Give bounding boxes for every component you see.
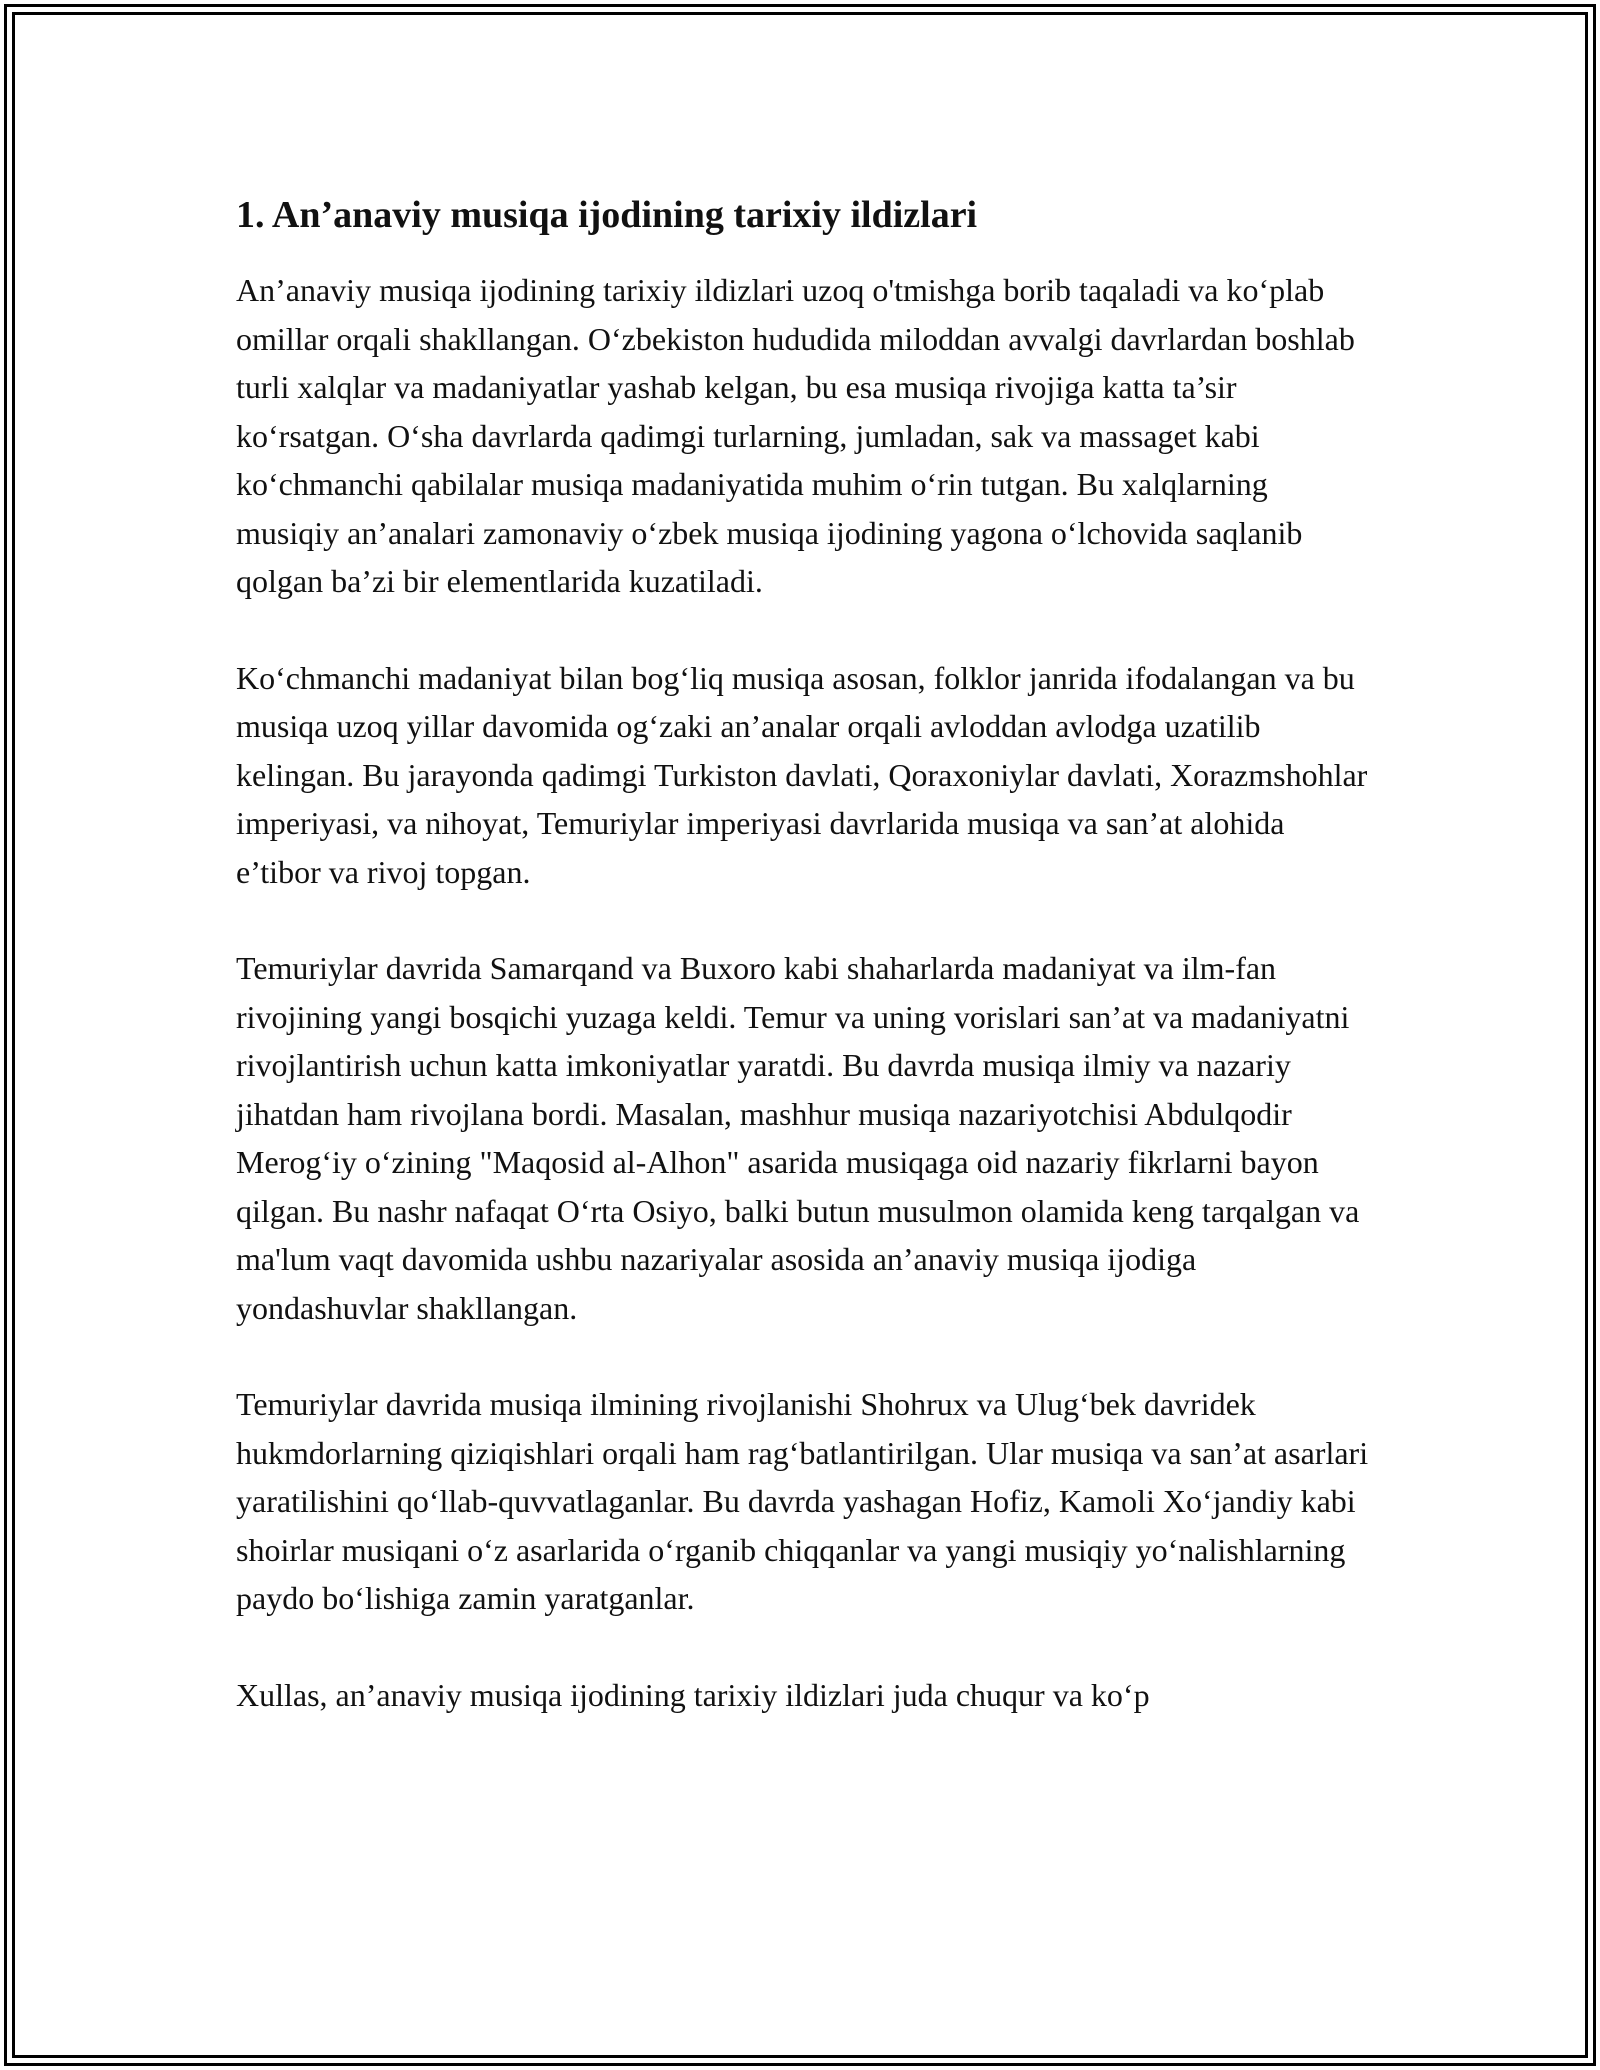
paragraph-2: Ko‘chmanchi madaniyat bilan bog‘liq musiqa asosan, folklor janrida ifodalangan va bu musiqa uzoq yillar davomida og‘zaki an’analar orqali avloddan avlodga uzatilib kelingan. Bu jarayonda qadimgi Turkiston davlati, Qoraxoniylar davlati, Xorazmshohlar imperiyasi, va nihoyat, Temuriylar imperiyasi davrlarida musiqa va san’at alohida e’tibor va rivoj topgan. <box>236 659 1368 890</box>
paragraph-1: An’anaviy musiqa ijodining tarixiy ildizlari uzoq o'tmishga borib taqaladi va ko‘plab omillar orqali shakllangan. O‘zbekiston hududida miloddan avvalgi davrlardan boshlab turli xalqlar va madaniyatlar yashab kelgan, bu esa musiqa rivojiga katta ta’sir ko‘rsatgan. O‘sha davrlarda qadimgi turlarning, jumladan, sak va massaget kabi ko‘chmanchi qabilalar musiqa madaniyatida muhim o‘rin tutgan. Bu xalqlarning musiqiy an’analari zamonaviy o‘zbek musiqa ijodining yagona o‘lchovida saqlanib qolgan ba’zi bir elementlarida kuzatiladi. <box>236 272 1355 599</box>
paragraph-4: Temuriylar davrida musiqa ilmining rivojlanishi Shohrux va Ulug‘bek davridek hukmdorlarning qiziqishlari orqali ham rag‘batlantirilgan. Ular musiqa va san’at asarlari yaratilishini qo‘llab-quvvatlaganlar. Bu davrda yashagan Hofiz, Kamoli Xo‘jandiy kabi shoirlar musiqani o‘z asarlarida o‘rganib chiqqanlar va yangi musiqiy yo‘nalishlarning paydo bo‘lishiga zamin yaratganlar. <box>236 1386 1369 1616</box>
document-body <box>236 186 1376 1767</box>
section-heading: 1. An’anaviy musiqa ijodining tarixiy ildizlari <box>236 194 978 236</box>
paragraph-3: Temuriylar davrida Samarqand va Buxoro kabi shaharlarda madaniyat va ilm-fan rivojining yangi bosqichi yuzaga keldi. Temur va uning vorislari san’at va madaniyatni rivojlantirish uchun katta imkoniyatlar yaratdi. Bu davrda musiqa ilmiy va nazariy jihatdan ham rivojlana bordi. Masalan, mashhur musiqa nazariyotchisi Abdulqodir Merog‘iy o‘zining "Maqosid al-Alhon" asarida musiqaga oid nazariy fikrlarni bayon qilgan. Bu nashr nafaqat O‘rta Osiyo, balki butun musulmon olamida keng tarqalgan va ma'lum vaqt davomida ushbu nazariyalar asosida an’anaviy musiqa ijodiga yondashuvlar shakllangan. <box>236 950 1360 1326</box>
paragraph-5: Xullas, an’anaviy musiqa ijodining tarixiy ildizlari juda chuqur va ko‘p <box>236 1676 1150 1713</box>
